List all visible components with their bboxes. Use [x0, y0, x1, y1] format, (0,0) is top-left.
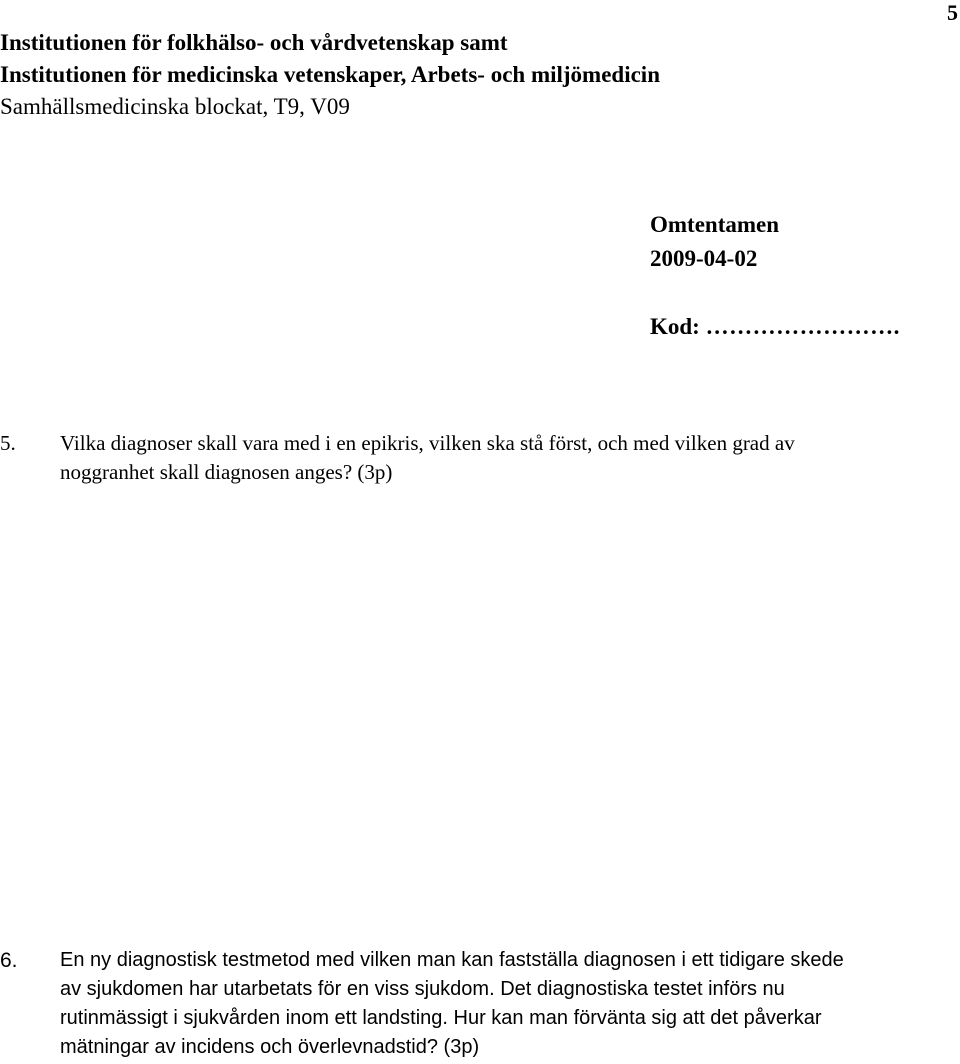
- header-department-1: Institutionen för folkhälso- och vårdvetenskap samt: [0, 30, 508, 55]
- question-text: [60, 429, 795, 487]
- question-text: [60, 946, 844, 1062]
- exam-title: Omtentamen: [650, 212, 780, 237]
- question-number: 5.: [0, 431, 16, 455]
- question-line: noggranhet skall diagnosen anges? (3p): [60, 460, 393, 484]
- exam-date: 2009-04-02: [650, 246, 758, 271]
- exam-code-field: [650, 314, 900, 340]
- exam-code-label: Kod:: [650, 314, 700, 339]
- question-line: En ny diagnostisk testmetod med vilken man kan fastställa diagnosen i ett tidigare skede: [60, 949, 844, 971]
- exam-code-dots: …………………….: [705, 314, 900, 339]
- question-number: 6.: [0, 949, 18, 972]
- question-line: av sjukdomen har utarbetats för en viss sjukdom. Det diagnostiska testet införs nu: [60, 978, 785, 1000]
- header-department-2: Institutionen för medicinska vetenskaper, Arbets- och miljömedicin: [0, 62, 660, 87]
- question-line: mätningar av incidens och överlevnadstid? (3p): [60, 1036, 480, 1058]
- header-course: Samhällsmedicinska blockat, T9, V09: [0, 94, 350, 119]
- page-number: 5: [947, 0, 958, 25]
- question-line: Vilka diagnoser skall vara med i en epikris, vilken ska stå först, och med vilken grad av: [60, 431, 795, 455]
- question-line: rutinmässigt i sjukvården inom ett landsting. Hur kan man förvänta sig att det påverkar: [60, 1007, 822, 1029]
